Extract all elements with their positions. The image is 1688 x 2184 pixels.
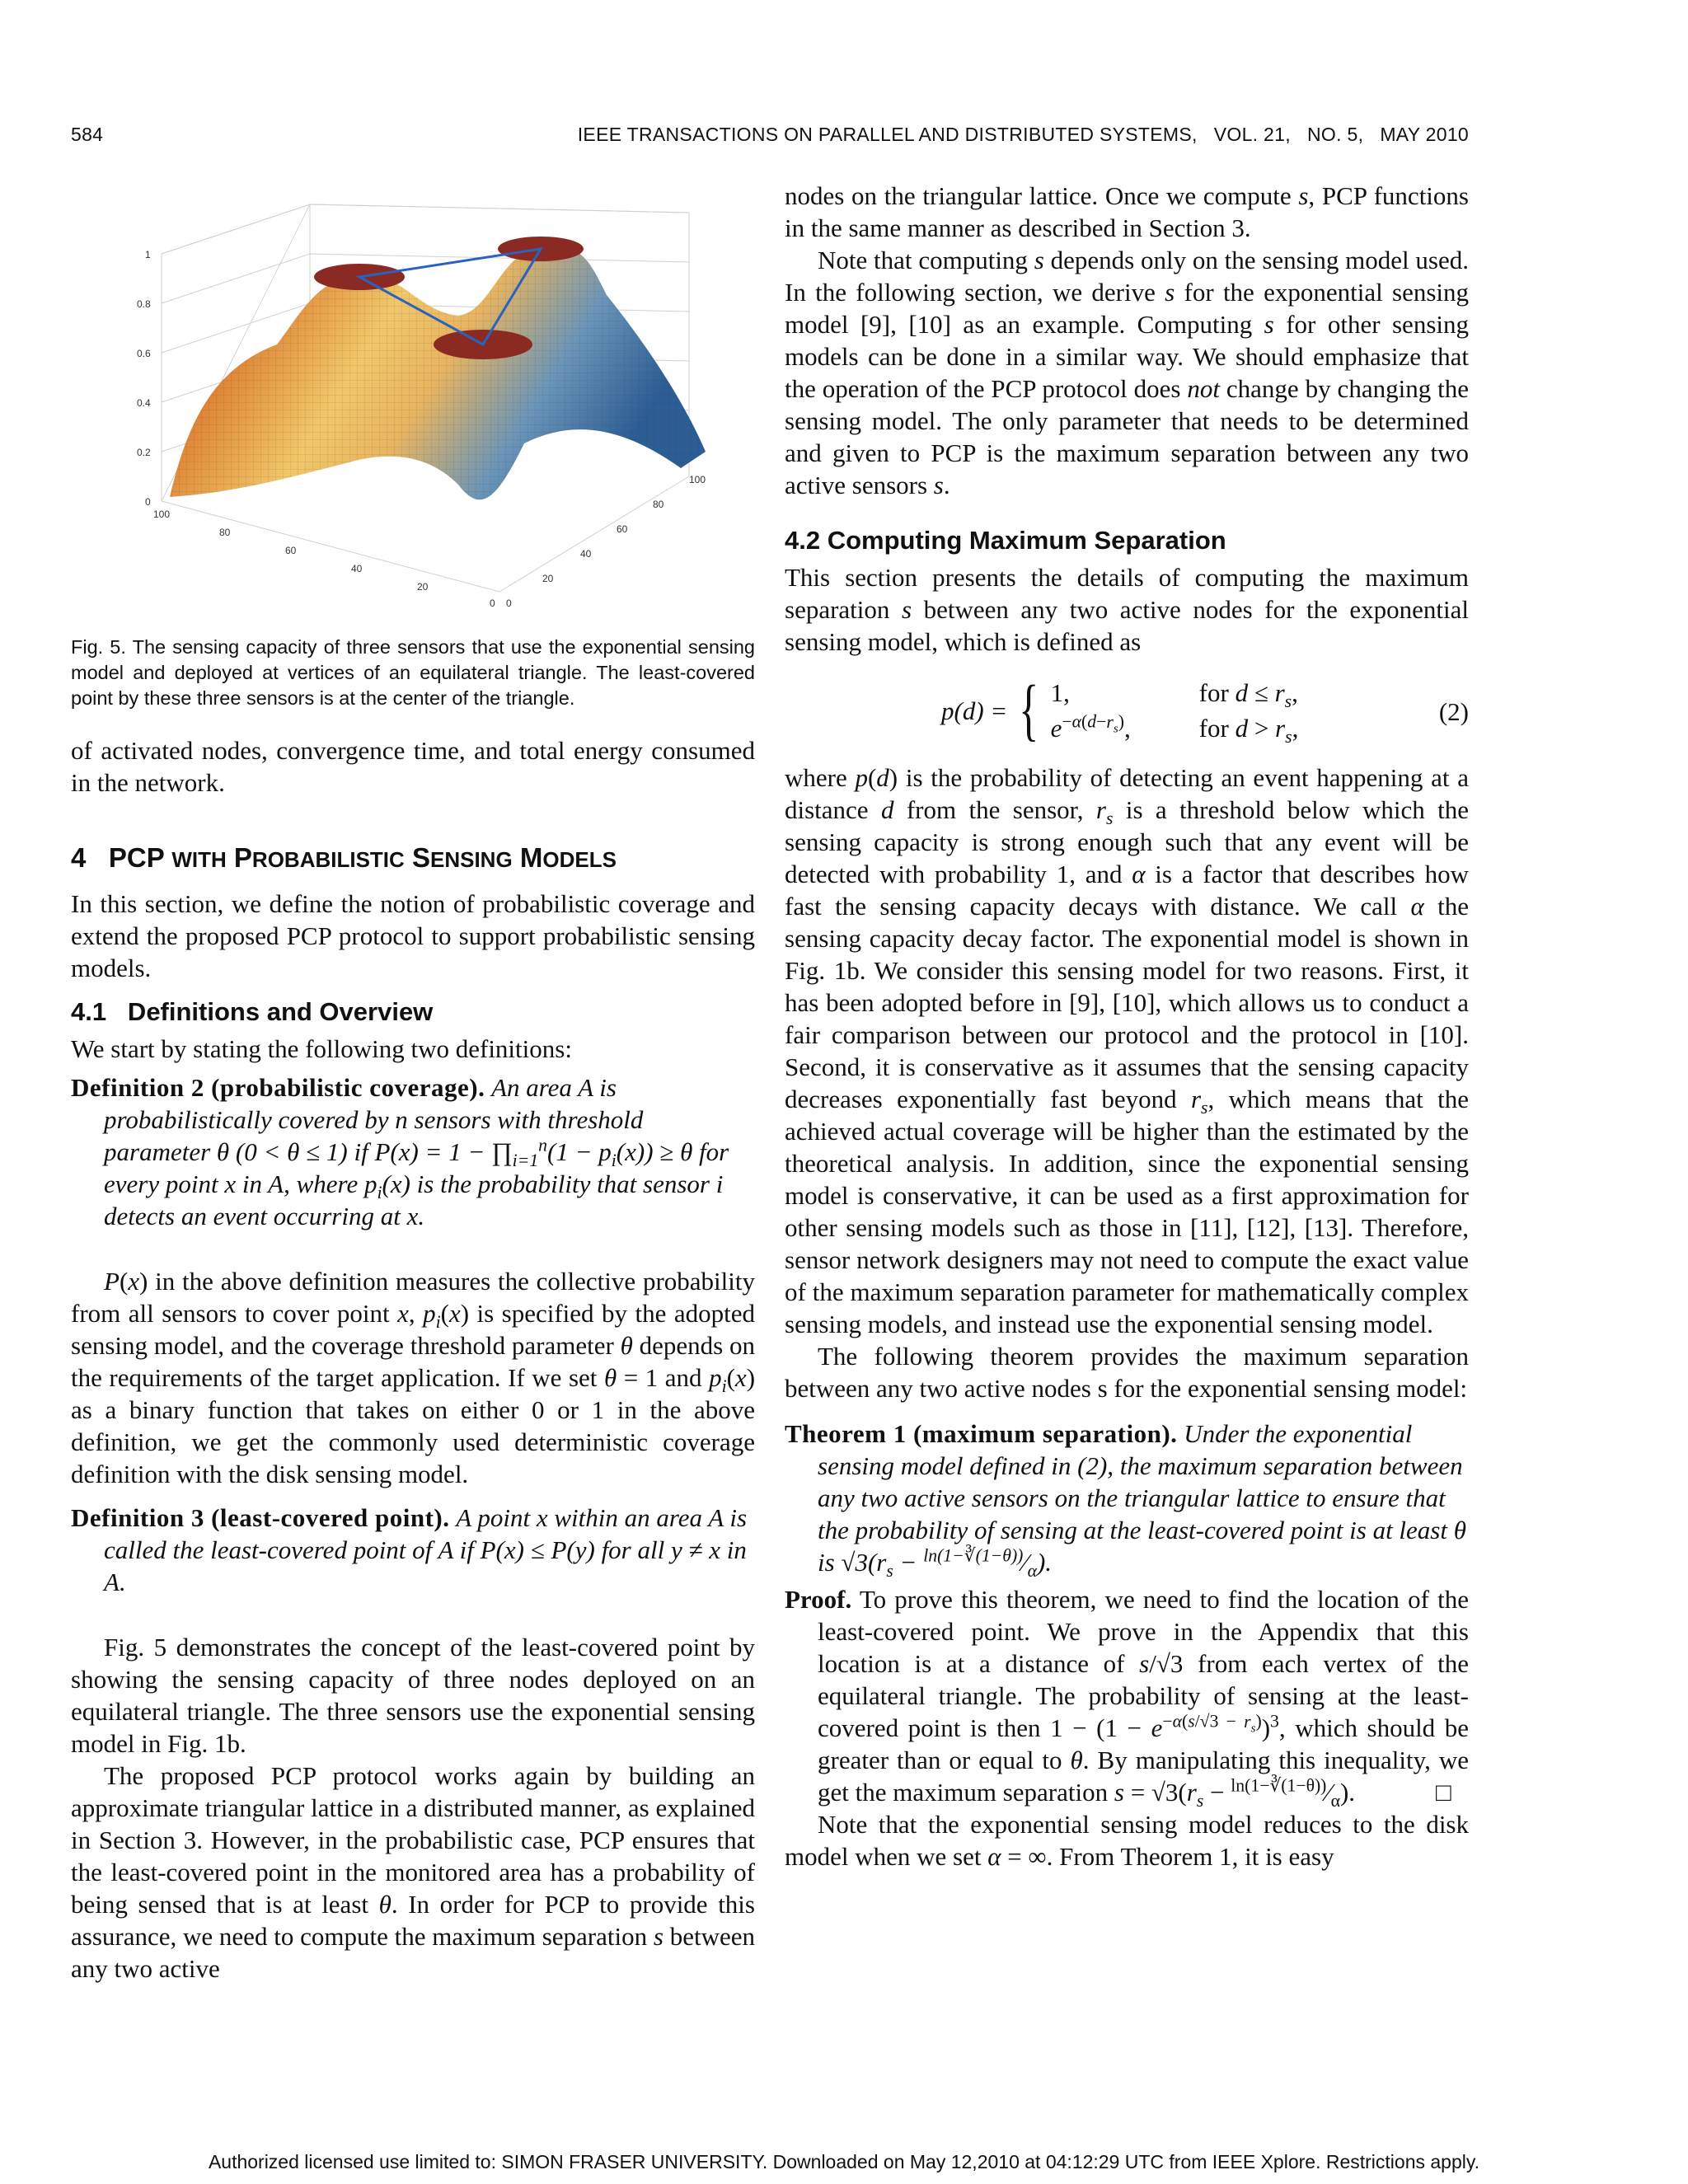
y-tick: 80: [653, 499, 664, 510]
heading-part: ENSING: [430, 847, 513, 872]
theorem-1: [785, 1418, 1469, 1582]
heading-part: PCP: [108, 842, 165, 873]
z-tick: 0.4: [137, 397, 151, 409]
theorem-body: Under the exponential sensing model defined in (2), the maximum separation between any two active sensors on the triangular lattice to ensure that the probability of sensing at the least-covered point is at least θ is $√3(r_s$ − $^{ln(1-∛(1-\theta))}⁄_\alpha$).: [818, 1419, 1466, 1582]
heading-part: S: [411, 842, 430, 873]
left-column: [71, 180, 755, 1985]
paragraph: of activated nodes, convergence time, and total energy consumed in the network.: [71, 736, 755, 797]
theorem-lead: Theorem 1 (maximum separation).: [785, 1419, 1178, 1448]
paragraph: Fig. 5 demonstrates the concept of the least-covered point by showing the sensing capacity of three nodes deployed on an equilateral triangle. The three sensors use the exponential sensing model in Fig. 1b.: [71, 1633, 755, 1758]
figure-caption: Fig. 5. The sensing capacity of three sensors that use the exponential sensing model and deployed at vertices of an equilateral triangle. The least-covered point by these three sensors is at the center of the triangle.: [71, 636, 755, 709]
definition-lead: Definition 2 (probabilistic coverage).: [71, 1073, 485, 1102]
paragraph: This section presents the details of computing the maximum separation s between any two active nodes for the exponential sensing model, which is defined as: [785, 563, 1470, 656]
paragraph: nodes on the triangular lattice. Once we compute s, PCP functions in the same manner as described in Section 3.: [785, 181, 1469, 242]
footer-license: Authorized licensed use limited to: SIMON FRASER UNIVERSITY. Downloaded on May 12,2010 at 04:12:29 UTC from IEEE Xplore. Restrictions apply.: [208, 2151, 1480, 2172]
figure-5-surface-plot: [112, 180, 755, 608]
equation-cases: 1, for $d \le r_s$, $e^{-\alpha(d-r_s)}$, for $d > r_s$,: [1050, 678, 1299, 748]
subsection-heading: 4.1 Definitions and Overview: [71, 997, 434, 1026]
z-tick: 0: [145, 496, 151, 508]
section-heading: [71, 841, 755, 876]
paragraph: Note that computing s depends only on the sensing model used. In the following section, we derive s for the exponential sensing model [9], [10] as an example. Computing s for other sensing models can be done in a similar way. We should emphasize that the operation of the PCP protocol does not change by changing the sensing model. The only parameter that needs to be determined and given to PCP is the maximum separation between any two active sensors s.: [785, 246, 1470, 499]
equation-lhs: p(d) =: [941, 696, 1008, 725]
paragraph: The following theorem provides the maximum separation between any two active nodes s for the exponential sensing model:: [785, 1342, 1469, 1403]
x-tick: 20: [417, 581, 429, 593]
subsection-heading: 4.2 Computing Maximum Separation: [785, 526, 1226, 555]
heading-part: WITH: [171, 847, 227, 872]
paragraph: Note that the exponential sensing model reduces to the disk model when we set α = ∞. From Theorem 1, it is easy: [785, 1810, 1469, 1871]
definition-body: An area A is probabilistically covered by n sensors with threshold parameter θ (0 < θ ≤ 1) if $P(x) = 1 - \prod_{i=1}^n(1 - p_i(x)) \ge \theta$ for every point x in A, where $p_i(x)$ is the probability that sensor i detects an event occurring at x.: [104, 1073, 729, 1230]
y-tick: 100: [689, 474, 706, 485]
x-tick: 80: [219, 527, 231, 538]
x-tick: 100: [153, 509, 171, 520]
y-tick: 60: [617, 523, 628, 535]
z-tick: 0.6: [137, 348, 151, 359]
x-tick: 60: [285, 545, 297, 556]
definition-3: [71, 1502, 755, 1598]
section-number: 4: [71, 842, 87, 873]
heading-part: ROBABILISTIC: [251, 847, 405, 872]
page-number: 584: [71, 124, 104, 145]
surface-plot-svg: [112, 180, 755, 608]
z-tick: 0.2: [137, 447, 151, 458]
x-tick: 0: [490, 598, 495, 608]
right-column: [785, 180, 1469, 1872]
z-tick: 1: [145, 249, 151, 260]
definition-body: A point x within an area A is called the least-covered point of A if P(x) ≤ P(y) for all y ≠ x in A.: [104, 1503, 748, 1596]
equation-2: [785, 674, 1469, 747]
proof: Proof. To prove this theorem, we need to find the location of the least-covered point. We prove in the Appendix that this location is at a distance of s/√3 from each vertex of the equilateral triangle. The probability of sensing at the least-covered point is then $1 - (1 - e^{-\alpha(s/√3 - r_s)})^3$, which should be greater than or equal to θ. By manipulating this inequality, we get the maximum separation $s = √3(r_s$ − $^{ln(1-∛(1-\theta))}⁄_\alpha$). □: [785, 1585, 1469, 1811]
heading-part: P: [233, 842, 252, 873]
journal-title: IEEE TRANSACTIONS ON PARALLEL AND DISTRIBUTED SYSTEMS, VOL. 21, NO. 5, MAY 2010: [577, 124, 1469, 145]
proof-lead: Proof.: [785, 1585, 852, 1614]
paragraph: P(x) in the above definition measures the collective probability from all sensors to cover point x, $p_i(x)$ is specified by the adopted sensing model, and the coverage threshold parameter θ depends on the requirements of the target application. If we set θ = 1 and $p_i(x)$ as a binary function that takes on either 0 or 1 in the above definition, we get the commonly used deterministic coverage definition with the disk sensing model.: [71, 1267, 756, 1488]
paragraph: In this section, we define the notion of probabilistic coverage and extend the proposed PCP protocol to support probabilistic sensing models.: [71, 889, 755, 982]
z-tick: 0.8: [137, 298, 151, 310]
x-tick: 40: [351, 563, 363, 574]
y-tick: 20: [542, 573, 554, 584]
heading-part: M: [519, 842, 543, 873]
paragraph: The proposed PCP protocol works again by building an approximate triangular lattice in a distributed manner, as explained in Section 3. However, in the probabilistic case, PCP ensures that the least-covered point in the monitored area has a probability of being sensed that is at least θ. In order for PCP to provide this assurance, we need to compute the maximum separation s between any two active: [71, 1761, 755, 1983]
definition-2: [71, 1071, 755, 1232]
equation-number: (2): [1438, 697, 1469, 726]
equation-brace: {: [1019, 672, 1039, 748]
y-tick: 40: [580, 548, 592, 560]
paragraph: where p(d) is the probability of detecting an event happening at a distance d from the sensor, $r_s$ is a threshold below which the sensing capacity is strong enough such that any event will be detected with probability 1, and α is a factor that describes how fast the sensing capacity decays with distance. We call α the sensing capacity decay factor. The exponential model is shown in Fig. 1b. We consider this sensing model for two reasons. First, it has been adopted before in [9], [10], which allows us to conduct a fair comparison between our protocol and the protocol in [10]. Second, it is conservative as it assumes that the sensing capacity decreases exponentially fast beyond $r_s$, which means that the achieved actual coverage will be higher than the estimated by the theoretical analysis. In addition, since the exponential sensing model is conservative, it can be used as a first approximation for other sensing models such as those in [11], [12], [13]. Therefore, sensor network designers may not need to compute the exact value of the maximum separation parameter for mathematically complex sensing models, and instead use the exponential sensing model.: [785, 763, 1469, 1338]
heading-part: ODELS: [542, 847, 617, 872]
y-tick: 0: [506, 598, 512, 608]
definition-lead: Definition 3 (least-covered point).: [71, 1503, 450, 1532]
paragraph: We start by stating the following two definitions:: [71, 1034, 572, 1063]
